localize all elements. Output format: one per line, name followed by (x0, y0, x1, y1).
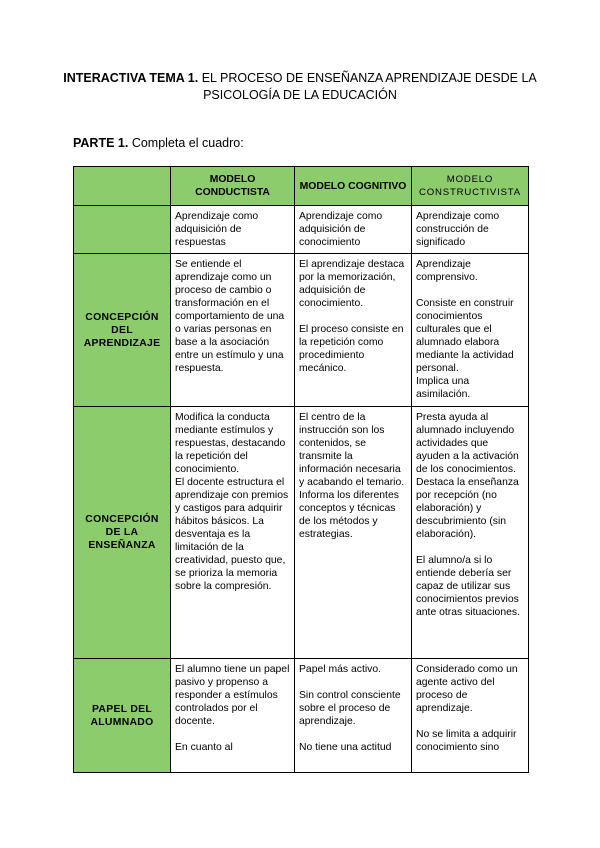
cell-paragraph: El alumno/a si lo entiende debería ser capaz de utilizar sus conocimientos previos ante otras situaciones. (416, 555, 520, 618)
comparison-table (73, 166, 529, 773)
cell-paragraph: Implica una asimilación. (416, 376, 471, 400)
header-conductista: MODELO CONDUCTISTA (171, 167, 295, 206)
cell-aprendizaje-conductista (171, 254, 295, 407)
cell-alumnado-cognitivo (295, 659, 412, 773)
cell-paragraph: Considerado como un agente activo del proceso de aprendizaje. (416, 664, 518, 714)
cell-alumnado-constructivista (412, 659, 529, 773)
cell-paragraph: No tiene una actitud (299, 742, 392, 753)
corner-cell (74, 167, 171, 206)
title-rest: EL PROCESO DE ENSEÑANZA APRENDIZAJE DESDE LA PSICOLOGÍA DE LA EDUCACIÓN (198, 71, 537, 102)
table-header-row (74, 167, 529, 206)
table-row (74, 407, 529, 659)
cell-aprendizaje-cognitivo (295, 254, 412, 407)
row-label-alumnado: PAPEL DEL ALUMNADO (74, 659, 171, 773)
cell-paragraph: El aprendizaje destaca por la memorización, adquisición de conocimiento. (299, 259, 405, 309)
title-bold: INTERACTIVA TEMA 1. (63, 71, 199, 85)
row-label-aprendizaje: CONCEPCIÓN DEL APRENDIZAJE (74, 254, 171, 407)
cell-paragraph: Sin control consciente sobre el proceso de aprendizaje. (299, 690, 401, 727)
cell-paragraph: Presta ayuda al alumnado incluyendo actividades que ayuden a la activación de los conocimientos. Destaca la enseñanza por recepción (no elaboración) y descubrimiento (sin elaboración). (416, 412, 519, 540)
cell-definition-conductista: Aprendizaje como adquisición de respuestas (171, 206, 295, 254)
header-constructivista: MODELO CONSTRUCTIVISTA (412, 167, 529, 206)
header-cognitivo: MODELO COGNITIVO (295, 167, 412, 206)
table-row (74, 206, 529, 254)
cell-ensenanza-cognitivo (295, 407, 412, 659)
cell-paragraph: Consiste en construir conocimientos culturales que el alumnado elabora mediante la actividad personal. (416, 298, 514, 374)
table-row (74, 659, 529, 773)
cell-ensenanza-constructivista (412, 407, 529, 659)
row-label-empty (74, 206, 171, 254)
cell-paragraph: El alumno tiene un papel pasivo y propenso a responder a estímulos controlados por el docente. (175, 664, 290, 727)
cell-paragraph: Se entiende el aprendizaje como un proceso de cambio o transformación en el comportamiento de una o varias personas en base a la asociación entre un estímulo y una respuesta. (175, 259, 285, 374)
document-title (60, 70, 540, 104)
cell-paragraph: El centro de la instrucción son los contenidos, se transmite la información necesaria y acabando el temario. Informa los diferentes conceptos y técnicas de los métodos y estrategias. (299, 412, 405, 540)
part-rest: Completa el cuadro: (128, 136, 244, 150)
cell-paragraph: El proceso consiste en la repetición como procedimiento mecánico. (299, 324, 404, 374)
cell-alumnado-conductista (171, 659, 295, 773)
cell-paragraph: Papel más activo. (299, 664, 382, 675)
cell-definition-cognitivo: Aprendizaje como adquisición de conocimiento (295, 206, 412, 254)
cell-ensenanza-conductista (171, 407, 295, 659)
row-label-ensenanza: CONCEPCIÓN DE LA ENSEÑANZA (74, 407, 171, 659)
cell-paragraph: En cuanto al (175, 742, 233, 753)
part-bold: PARTE 1. (73, 136, 129, 150)
table-row (74, 254, 529, 407)
part-instruction (73, 136, 244, 150)
cell-definition-constructivista: Aprendizaje como construcción de significado (412, 206, 529, 254)
cell-paragraph: No se limita a adquirir conocimiento sino (416, 729, 517, 753)
cell-paragraph: Modifica la conducta mediante estímulos y respuestas, destacando la repetición del conocimiento. (175, 412, 286, 475)
cell-paragraph: El docente estructura el aprendizaje con premios y castigos para adquirir hábitos básicos. La desventaja es la limitación de la creatividad, puesto que, se prioriza la memoria sobre la compresión. (175, 477, 289, 592)
cell-paragraph: Aprendizaje comprensivo. (416, 259, 478, 283)
cell-aprendizaje-constructivista (412, 254, 529, 407)
